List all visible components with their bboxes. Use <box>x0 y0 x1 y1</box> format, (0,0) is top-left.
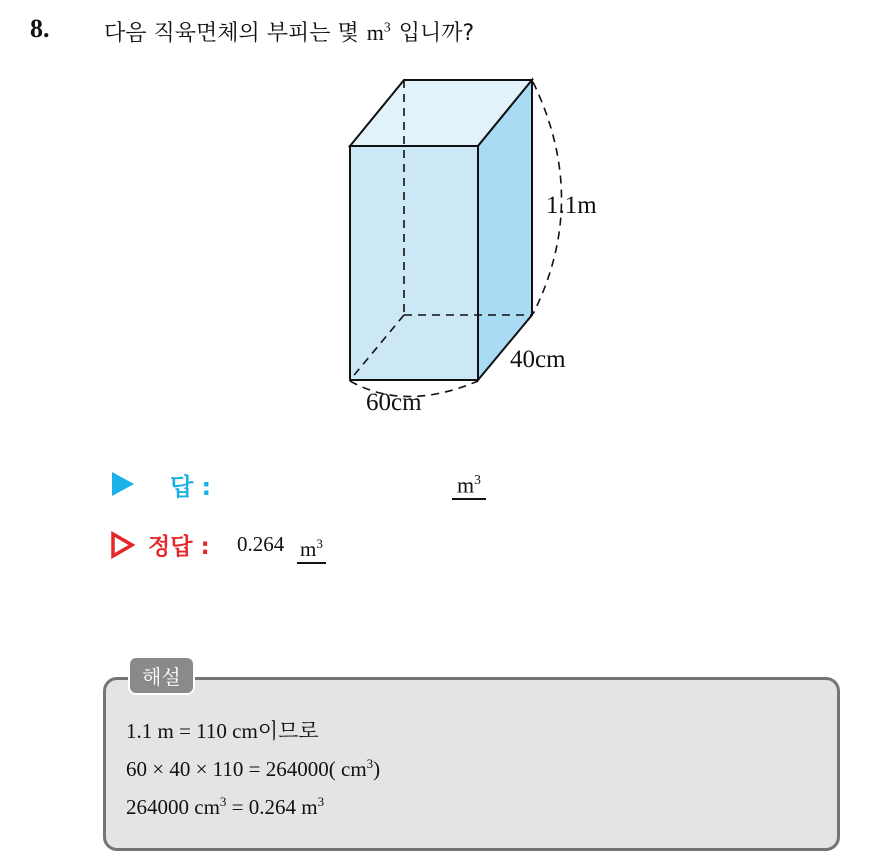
question-unit: $m^3$ <box>366 19 391 45</box>
question-text-after: 입니까? <box>398 21 475 46</box>
answer-marker-icon <box>112 472 134 496</box>
explanation-tag: 해설 <box>128 656 195 695</box>
explanation-line-1: 1.1 m = 110 cm이므로 <box>126 719 319 743</box>
explanation-line-3: 264000 $cm^3 = 0.264$ $m^3$ <box>126 794 325 819</box>
answer-unit[interactable]: $m^3$ <box>452 468 486 500</box>
solution-value: 0.264 <box>237 532 285 556</box>
width-label: 60cm <box>366 389 422 416</box>
explanation-line-2: 60 × 40 × 110 = 264000( $cm^3$) <box>126 756 381 781</box>
solution-unit: $m^3$ <box>297 532 326 564</box>
question-text <box>104 16 474 47</box>
depth-label: 40cm <box>510 346 566 373</box>
solution-marker-icon <box>110 531 136 559</box>
cuboid-figure <box>330 66 620 426</box>
height-label: 1.1m <box>546 192 597 219</box>
solution-label: 정답 : <box>148 534 210 560</box>
question-number: 8. <box>30 14 50 43</box>
answer-label: 답 : <box>170 473 212 501</box>
cuboid-front-face <box>350 146 478 380</box>
question-text-before: 다음 직육면체의 부피는 몇 <box>104 21 359 46</box>
